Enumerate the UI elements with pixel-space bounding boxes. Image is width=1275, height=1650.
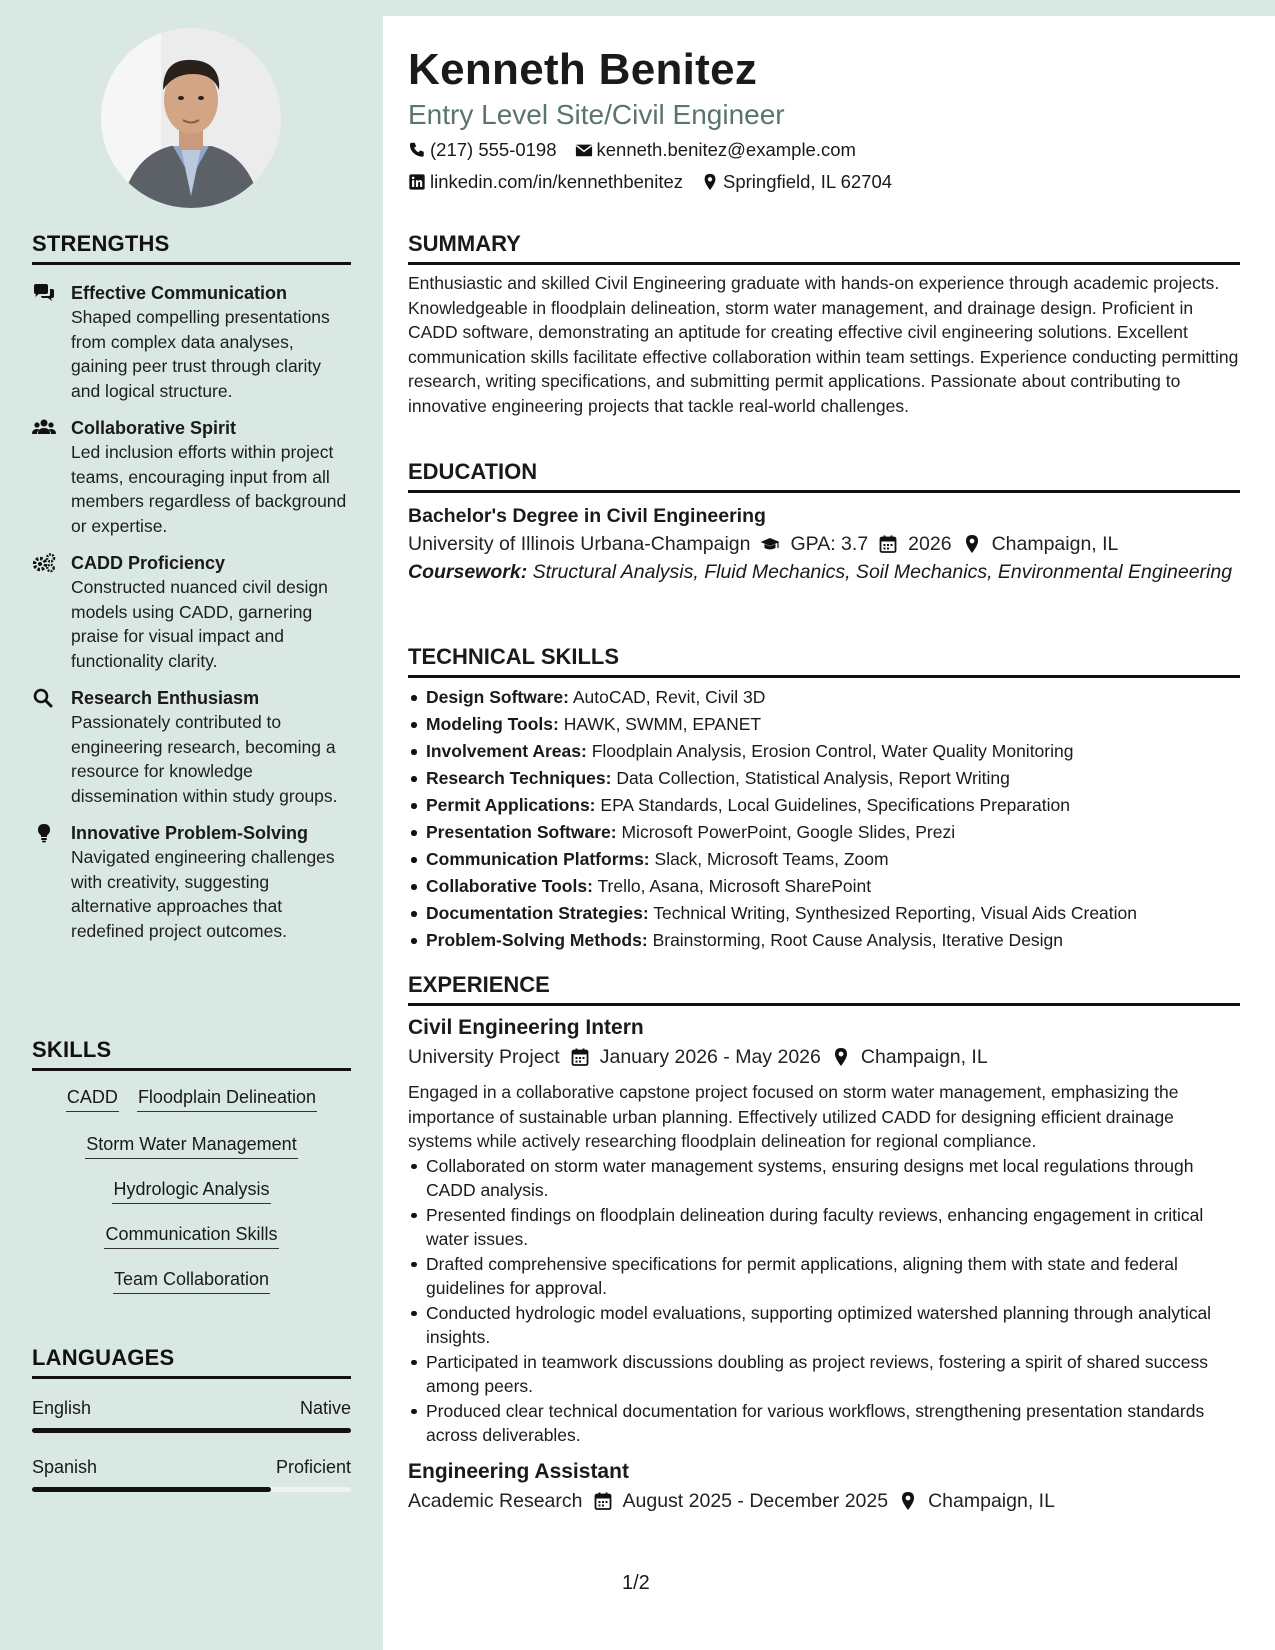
language-level: Native: [299, 1398, 351, 1418]
list-item: [408, 927, 1240, 954]
list-item: [408, 873, 1240, 900]
skill-category-label: Permit Applications:: [426, 795, 596, 815]
search-icon: [32, 688, 56, 708]
phone-icon: [408, 141, 426, 159]
coursework-label: Coursework:: [408, 561, 528, 583]
role-dates: January 2026 - May 2026: [599, 1046, 821, 1068]
strength-description: Navigated engineering challenges with creativity, suggesting alternative approaches that redefined project outcomes.: [71, 847, 335, 941]
job-title: Entry Level Site/Civil Engineer: [408, 99, 785, 130]
skill-tag: CADD: [66, 1085, 119, 1112]
language-proficiency-bar: [32, 1428, 351, 1433]
contact-linkedin[interactable]: [408, 166, 683, 198]
contact-phone: [408, 134, 557, 166]
summary-heading: SUMMARY: [408, 231, 1240, 265]
strength-item: [32, 686, 351, 808]
strength-description: Constructed nuanced civil design models using CADD, garnering praise for visual impact and functionality clarity.: [71, 577, 328, 671]
strength-title: Research Enthusiasm: [71, 688, 260, 708]
technical-skills-heading: TECHNICAL SKILLS: [408, 644, 1240, 678]
language-proficiency-bar: [32, 1487, 351, 1492]
education-location: Champaign, IL: [991, 533, 1119, 555]
role-location: Champaign, IL: [928, 1489, 1055, 1512]
profile-photo: [101, 28, 281, 208]
sidebar: [0, 0, 383, 1650]
gears-icon: [32, 553, 56, 573]
languages-section: [32, 1345, 351, 1492]
skills-section: [32, 1037, 351, 1304]
list-item: Drafted comprehensive specifications for permit applications, aligning them with state and federal guidelines for approval.: [408, 1252, 1240, 1301]
technical-skills-section: [408, 644, 1240, 954]
languages-heading: LANGUAGES: [32, 1345, 351, 1379]
list-item: Collaborated on storm water management systems, ensuring designs met local regulations through CADD analysis.: [408, 1154, 1240, 1203]
skill-category-label: Problem-Solving Methods:: [426, 930, 648, 950]
list-item: Conducted hydrologic model evaluations, supporting optimized watershed planning through analytical insights.: [408, 1301, 1240, 1350]
strengths-heading: STRENGTHS: [32, 231, 351, 265]
strength-title: CADD Proficiency: [71, 553, 226, 573]
summary-text: Enthusiastic and skilled Civil Engineering graduate with hands-on experience through academic projects. Knowledgeable in floodplain delineation, storm water management, and drainage design. Proficient in CADD software, demonstrating an aptitude for creating effective civil engineering solutions. Excellent communication skills facilitate effective collaboration within team settings. Experience conducting permitting research, writing specifications, and submitting permit applications. Passionate about contributing to innovative engineering projects that tackle real-world challenges.: [408, 273, 1239, 416]
technical-skills-list: [408, 684, 1240, 954]
role-meta: [408, 1486, 1240, 1516]
map-pin-icon: [831, 1047, 851, 1067]
skill-category-value: Brainstorming, Root Cause Analysis, Iterative Design: [652, 930, 1064, 950]
skill-category-label: Design Software:: [426, 687, 569, 707]
strength-item: [32, 281, 351, 403]
skills-heading: SKILLS: [32, 1037, 351, 1071]
language-level: Proficient: [275, 1457, 351, 1477]
list-item: [408, 846, 1240, 873]
language-proficiency-fill: [32, 1487, 271, 1492]
strengths-section: [32, 231, 351, 943]
strength-item: [32, 821, 351, 943]
page-number: 1/2: [622, 1572, 650, 1594]
map-pin-icon: [898, 1491, 918, 1511]
experience-heading: EXPERIENCE: [408, 972, 1240, 1006]
lightbulb-icon: [32, 823, 56, 843]
role-title: Engineering Assistant: [408, 1459, 629, 1483]
list-item: Produced clear technical documentation for various workflows, strengthening presentation standards across deliverables.: [408, 1399, 1240, 1448]
role-location: Champaign, IL: [860, 1046, 988, 1068]
contact-location: [701, 166, 892, 198]
language-name: Spanish: [32, 1457, 98, 1477]
strength-title: Innovative Problem-Solving: [71, 823, 309, 843]
skill-category-value: Technical Writing, Synthesized Reporting, Visual Aids Creation: [653, 903, 1138, 923]
list-item: [408, 792, 1240, 819]
role-bullets: [408, 1154, 1240, 1448]
education-heading: EDUCATION: [408, 459, 1240, 493]
summary-section: [408, 231, 1240, 418]
strength-description: Led inclusion efforts within project teams, encouraging input from all members regardless of background or expertise.: [71, 442, 347, 536]
organization: University Project: [408, 1046, 560, 1068]
education-meta: [408, 529, 1240, 559]
list-item: Presented findings on floodplain delineation during faculty reviews, enhancing engagement in critical water issues.: [408, 1203, 1240, 1252]
strength-title: Effective Communication: [71, 283, 288, 303]
strength-description: Shaped compelling presentations from complex data analyses, gaining peer trust through clarity and logical structure.: [71, 307, 330, 401]
language-proficiency-fill: [32, 1428, 351, 1433]
calendar-icon: [570, 1047, 590, 1067]
list-item: [408, 819, 1240, 846]
language-name: English: [32, 1398, 92, 1418]
role-meta: [408, 1042, 1240, 1072]
skill-category-label: Modeling Tools:: [426, 714, 559, 734]
school-name: University of Illinois Urbana-Champaign: [408, 533, 751, 555]
skill-category-value: EPA Standards, Local Guidelines, Specifications Preparation: [600, 795, 1070, 815]
map-pin-icon: [701, 173, 719, 191]
strength-item: [32, 551, 351, 673]
skill-tag: Storm Water Management: [85, 1132, 297, 1159]
skill-category-label: Documentation Strategies:: [426, 903, 649, 923]
map-pin-icon: [962, 534, 982, 554]
location-text: Springfield, IL 62704: [723, 171, 893, 192]
list-item: [408, 900, 1240, 927]
coursework-list: Structural Analysis, Fluid Mechanics, Soil Mechanics, Environmental Engineering: [532, 561, 1233, 583]
skill-category-value: AutoCAD, Revit, Civil 3D: [572, 687, 766, 707]
graduation-cap-icon: [760, 534, 780, 554]
experience-section: [408, 972, 1240, 1516]
list-item: [408, 765, 1240, 792]
language-item: [32, 1396, 351, 1433]
skill-category-label: Involvement Areas:: [426, 741, 587, 761]
skill-tag: Floodplain Delineation: [137, 1085, 317, 1112]
skill-category-value: Trello, Asana, Microsoft SharePoint: [597, 876, 872, 896]
education-section: [408, 459, 1240, 585]
strength-description: Passionately contributed to engineering research, becoming a resource for knowledge dissemination within study groups.: [71, 712, 338, 806]
degree-title: Bachelor's Degree in Civil Engineering: [408, 505, 766, 527]
users-icon: [32, 418, 56, 438]
skill-category-value: Slack, Microsoft Teams, Zoom: [654, 849, 889, 869]
contact-row: [408, 166, 1240, 198]
skill-category-label: Collaborative Tools:: [426, 876, 593, 896]
contact-email[interactable]: [575, 134, 856, 166]
candidate-name: Kenneth Benitez: [408, 45, 758, 94]
skill-category-label: Communication Platforms:: [426, 849, 650, 869]
coursework: [408, 560, 1240, 585]
strength-item: [32, 416, 351, 538]
header: [408, 44, 1240, 198]
skill-category-value: HAWK, SWMM, EPANET: [563, 714, 762, 734]
role-dates: August 2025 - December 2025: [622, 1489, 889, 1512]
list-item: [408, 738, 1240, 765]
phone-text: (217) 555-0198: [430, 139, 557, 160]
chat-bubbles-icon: [32, 283, 56, 303]
role-title: Civil Engineering Intern: [408, 1016, 644, 1039]
skill-tag: Team Collaboration: [113, 1267, 270, 1294]
experience-entry: [408, 1458, 1240, 1516]
skill-tag: Hydrologic Analysis: [112, 1177, 270, 1204]
contact-row: [408, 134, 1240, 166]
linkedin-link[interactable]: linkedin.com/in/kennethbenitez: [430, 171, 683, 192]
email-link[interactable]: kenneth.benitez@example.com: [596, 139, 856, 160]
calendar-icon: [593, 1491, 613, 1511]
skill-category-label: Research Techniques:: [426, 768, 612, 788]
list-item: Participated in teamwork discussions doubling as project reviews, fostering a spirit of shared success among peers.: [408, 1350, 1240, 1399]
linkedin-icon: [408, 173, 426, 191]
skill-category-value: Floodplain Analysis, Erosion Control, Water Quality Monitoring: [591, 741, 1074, 761]
skill-category-value: Data Collection, Statistical Analysis, Report Writing: [616, 768, 1010, 788]
role-summary: Engaged in a collaborative capstone project focused on storm water management, emphasizing the importance of sustainable urban planning. Effectively utilized CADD for designing efficient drainage systems while actively researching floodplain delineation for regional compliance.: [408, 1082, 1179, 1151]
experience-entry: [408, 1014, 1240, 1448]
language-item: [32, 1455, 351, 1492]
list-item: [408, 711, 1240, 738]
gpa-text: GPA: 3.7: [790, 533, 869, 555]
envelope-icon: [575, 141, 593, 159]
strength-title: Collaborative Spirit: [71, 418, 237, 438]
graduation-year: 2026: [908, 533, 952, 555]
calendar-icon: [878, 534, 898, 554]
list-item: [408, 684, 1240, 711]
organization: Academic Research: [408, 1489, 583, 1512]
skill-category-label: Presentation Software:: [426, 822, 617, 842]
skill-category-value: Microsoft PowerPoint, Google Slides, Prezi: [621, 822, 956, 842]
skill-tag: Communication Skills: [104, 1222, 278, 1249]
